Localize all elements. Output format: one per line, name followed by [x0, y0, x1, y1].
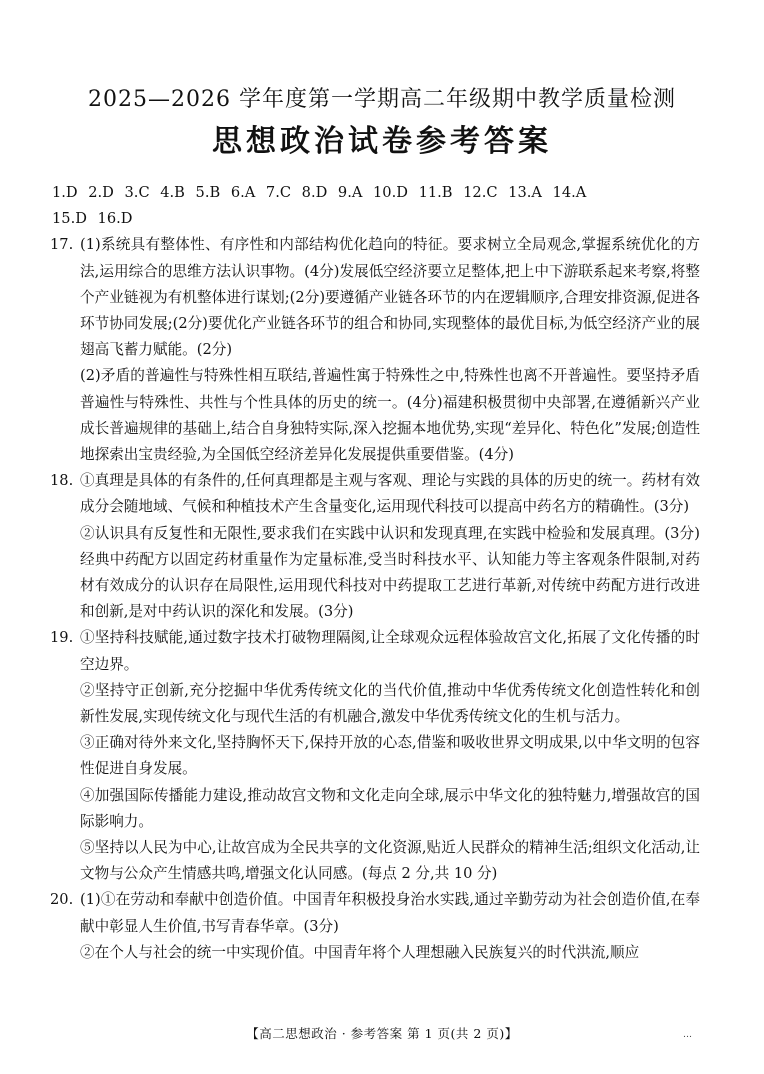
mc-answers-line-2: 15.D 16.D — [52, 210, 133, 228]
q18-point-2: ②认识具有反复性和无限性,要求我们在实践中认识和发现真理,在实践中检验和发展真理。(3分)经典中药配方以固定药材重量作为定量标准,受当时科技水平、认知能力等主客观条件限制,对药材有效成分的认识存在局限性,运用现代科技对中药提取工艺进行革新,对传统中药配方进行改进和创新,是对中药认识的深化和发展。(3分) — [80, 524, 700, 621]
q19-point-4: ④加强国际传播能力建设,推动故宫文物和文化走向全球,展示中华文化的独特魅力,增强故宫的国际影响力。 — [80, 786, 700, 830]
question-17 — [50, 232, 700, 468]
q19-point-3: ③正确对待外来文化,坚持胸怀天下,保持开放的心态,借鉴和吸收世界文明成果,以中华文明的包容性促进自身发展。 — [80, 734, 700, 778]
q18-point-1: ①真理是具体的有条件的,任何真理都是主观与客观、理论与实践的具体的历史的统一。药材有效成分会随地域、气候和种植技术产生含量变化,运用现代科技可以提高中药名方的精确性。(3分) — [80, 472, 700, 516]
q20-part-2: ②在个人与社会的统一中实现价值。中国青年将个人理想融入民族复兴的时代洪流,顺应 — [80, 943, 640, 961]
q20-part-1: (1)①在劳动和奉献中创造价值。中国青年积极投身治水实践,通过辛勤劳动为社会创造价值,在奉献中彰显人生价值,书写青春华章。(3分) — [80, 891, 700, 935]
question-20 — [50, 887, 700, 966]
footer-dots: … — [683, 1030, 692, 1040]
page-footer: 【高二思想政治 · 参考答案 第 1 页(共 2 页)】 — [246, 1026, 518, 1041]
q17-part-1: (1)系统具有整体性、有序性和内部结构优化趋向的特征。要求树立全局观念,掌握系统优化的方法,运用综合的思维方法认识事物。(4分)发展低空经济要立足整体,把上中下游联系起来考察,将整个产业链视为有机整体进行谋划;(2分)要遵循产业链各环节的内在逻辑顺序,合理安排资源,促进各环节协同发展;(2分)要优化产业链各环节的组合和协同,实现整体的最优目标,为低空经济产业的展翅高飞蓄力赋能。(2分) — [80, 236, 700, 359]
q19-point-2: ②坚持守正创新,充分挖掘中华优秀传统文化的当代价值,推动中华优秀传统文化创造性转化和创新性发展,实现传统文化与现代生活的有机融合,激发中华优秀传统文化的生机与活力。 — [80, 681, 700, 726]
question-number: 20. — [50, 891, 74, 909]
question-number: 19. — [50, 629, 74, 647]
q19-point-1: ①坚持科技赋能,通过数字技术打破物理隔阂,让全球观众远程体验故宫文化,拓展了文化传播的时空边界。 — [80, 629, 700, 673]
answer-body — [50, 180, 700, 966]
q19-point-5: ⑤坚持以人民为中心,让故宫成为全民共享的文化资源,贴近人民群众的精神生活;组织文化活动,让文物与公众产生情感共鸣,增强文化认同感。(每点 2 分,共 10 分) — [80, 839, 700, 883]
question-18 — [50, 468, 700, 625]
answer-key-title: 思想政治试卷参考答案 — [212, 124, 552, 159]
exam-title: 2025—2026 学年度第一学期高二年级期中教学质量检测 — [88, 87, 676, 112]
question-number: 17. — [50, 236, 74, 254]
mc-answers-line-1: 1.D 2.D 3.C 4.B 5.B 6.A 7.C 8.D 9.A 10.D 11.B 12.C 13.A 14.A — [52, 184, 587, 201]
q17-part-2: (2)矛盾的普遍性与特殊性相互联结,普遍性寓于特殊性之中,特殊性也离不开普遍性。要坚持矛盾普遍性与特殊性、共性与个性具体的历史的统一。(4分)福建积极贯彻中央部署,在遵循新兴产业成长普遍规律的基础上,结合自身独特实际,深入挖掘本地优势,实现“差异化、特色化”发展;创造性地探索出宝贵经验,为全国低空经济差异化发展提供重要借鉴。(4分) — [80, 367, 700, 464]
question-19 — [50, 625, 700, 887]
question-number: 18. — [50, 472, 74, 490]
